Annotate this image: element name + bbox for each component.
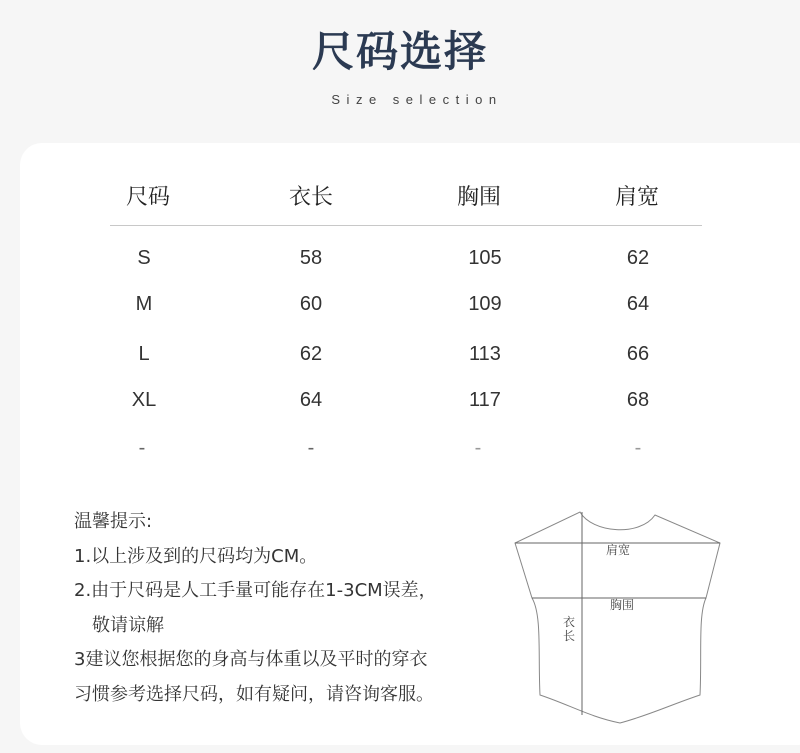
table-row	[0, 244, 800, 272]
cell-size: M	[135, 293, 153, 315]
cell-length: -	[307, 437, 315, 459]
column-header-chest: 胸围	[456, 185, 501, 210]
shoulder-width-label: 肩宽	[606, 543, 631, 557]
cell-size: S	[137, 247, 151, 269]
length-label-1: 衣	[563, 615, 576, 629]
table-row	[0, 340, 800, 368]
cell-chest: 113	[469, 343, 501, 365]
cell-shoulder: -	[634, 437, 642, 459]
cell-length: 60	[299, 293, 323, 315]
table-header	[0, 186, 800, 210]
cell-shoulder: 64	[626, 293, 650, 315]
table-row	[0, 434, 800, 462]
column-header-shoulder: 肩宽	[614, 185, 659, 210]
cell-size: -	[138, 437, 146, 459]
tip-3-continued: 习惯参考选择尺码，如有疑问，请咨询客服。	[74, 683, 434, 705]
cell-shoulder: 62	[626, 247, 650, 269]
cell-length: 58	[299, 247, 323, 269]
column-header-length: 衣长	[288, 185, 333, 210]
cell-chest: -	[474, 437, 482, 459]
cell-size: L	[138, 343, 150, 365]
garment-diagram	[510, 505, 725, 725]
table-row	[0, 290, 800, 318]
cell-shoulder: 66	[626, 343, 650, 365]
page-subtitle: Size selection	[331, 92, 503, 107]
cell-length: 62	[299, 343, 323, 365]
tip-3: 3建议您根据您的身高与体重以及平时的穿衣	[74, 649, 428, 670]
cell-shoulder: 68	[626, 389, 650, 411]
tshirt-outline-icon	[510, 505, 725, 725]
length-label-2: 长	[563, 629, 576, 643]
chest-label: 胸围	[610, 598, 635, 612]
cell-chest: 109	[468, 293, 502, 315]
page-title: 尺码选择	[311, 27, 488, 76]
cell-length: 64	[299, 389, 323, 411]
tip-2: 2.由于尺码是人工手量可能存在1-3CM误差，	[74, 580, 437, 601]
column-header-size: 尺码	[125, 185, 170, 210]
cell-chest: 105	[468, 247, 502, 269]
tips-heading: 温馨提示:	[74, 511, 153, 532]
tips-section	[74, 505, 437, 712]
table-row	[0, 386, 800, 414]
tip-1: 1.以上涉及到的尺码均为CM。	[74, 545, 318, 567]
tip-2-continued: 敬请谅解	[92, 614, 164, 636]
cell-chest: 117	[469, 389, 501, 411]
header-divider	[110, 225, 702, 226]
cell-size: XL	[131, 389, 157, 411]
